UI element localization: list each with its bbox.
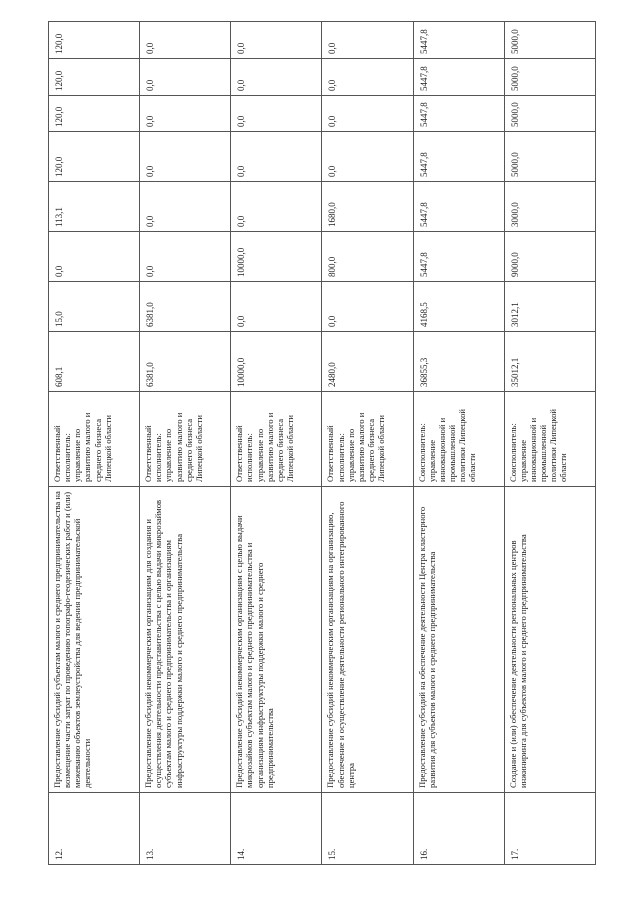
row-number: 16.: [413, 793, 504, 865]
row-value-cell: 0,0: [231, 22, 322, 59]
row-value-cell: 120,0: [49, 59, 140, 96]
row-value-cell: 0,0: [140, 182, 231, 232]
row-number: 17.: [504, 793, 595, 865]
row-value-cell: 113,1: [49, 182, 140, 232]
row-value-cell: 0,0: [140, 96, 231, 132]
row-value-cell: 6381,0: [140, 282, 231, 332]
table-row: [231, 22, 322, 865]
row-value-cell: 0,0: [231, 59, 322, 96]
row-value-cell: 0,0: [322, 59, 413, 96]
row-number: 13.: [140, 793, 231, 865]
table-wrapper: [48, 22, 596, 865]
row-number: 15.: [322, 793, 413, 865]
row-value-cell: 5447,8: [413, 182, 504, 232]
row-number: 12.: [49, 793, 140, 865]
row-value-cell: 5447,8: [413, 232, 504, 282]
row-number: 14.: [231, 793, 322, 865]
row-executor: Соисполнитель: управление инновационной и промышленной политики Липецкой области: [413, 392, 504, 487]
table-row: [504, 22, 595, 865]
row-total: 10000,0: [231, 332, 322, 392]
row-value-cell: 0,0: [140, 132, 231, 182]
row-value-cell: 0,0: [322, 96, 413, 132]
row-description: Предоставление субсидий некоммерческим организациям с целью выдачи микрозаймов субъектам малого и среднего предпринимательства и организациям инфраструктуры поддержки малого и среднего предпринимательства: [231, 487, 322, 793]
row-description: Предоставление субсидий некоммерческим организациям для создания и осуществления деятельности представительства с целью выдачи микрозаймов субъектам малого и среднего предпринимательства и организациям инфраструктуры поддержки малого и среднего предпринимательства: [140, 487, 231, 793]
row-value-cell: 3000,0: [504, 182, 595, 232]
row-total: 35012,1: [504, 332, 595, 392]
row-total: 2480,0: [322, 332, 413, 392]
row-value-cell: 9000,0: [504, 232, 595, 282]
row-value-cell: 15,0: [49, 282, 140, 332]
row-value-cell: 0,0: [140, 22, 231, 59]
row-description: Создание и (или) обеспечение деятельности региональных центров инжиниринга для субъектов малого и среднего предпринимательства: [504, 487, 595, 793]
row-value-cell: 5000,0: [504, 132, 595, 182]
row-value-cell: 0,0: [231, 96, 322, 132]
row-value-cell: 0,0: [231, 182, 322, 232]
rotated-page: [48, 22, 596, 865]
row-executor: Ответственный исполнитель: управление по развитию малого и среднего бизнеса Липецкой области: [49, 392, 140, 487]
row-value-cell: 4168,5: [413, 282, 504, 332]
row-executor: Соисполнитель: управление инновационной и промышленной политики Липецкой области: [504, 392, 595, 487]
table-row: [140, 22, 231, 865]
row-executor: Ответственный исполнитель: управление по развитию малого и среднего бизнеса Липецкой области: [322, 392, 413, 487]
row-value-cell: 5447,8: [413, 132, 504, 182]
row-value-cell: 0,0: [322, 132, 413, 182]
row-value-cell: 120,0: [49, 132, 140, 182]
row-executor: Ответственный исполнитель: управление по развитию малого и среднего бизнеса Липецкой области: [140, 392, 231, 487]
table-row: [322, 22, 413, 865]
row-value-cell: 5000,0: [504, 22, 595, 59]
row-description: Предоставление субсидий субъектам малого и среднего предпринимательства на возмещение части затрат по проведению топографо-геодезических работ и (или) межеванию объектов землеустройства для ведения предпринимательской деятельности: [49, 487, 140, 793]
table-row: [49, 22, 140, 865]
row-value-cell: 10000,0: [231, 232, 322, 282]
row-value-cell: 1680,0: [322, 182, 413, 232]
row-total: 36855,3: [413, 332, 504, 392]
row-value-cell: 0,0: [322, 282, 413, 332]
row-value-cell: 5447,8: [413, 59, 504, 96]
table-body: [49, 22, 596, 865]
row-value-cell: 3012,1: [504, 282, 595, 332]
row-description: Предоставление субсидий некоммерческим организациям на организацию, обеспечение и осуществление деятельности регионального интегрированного центра: [322, 487, 413, 793]
row-value-cell: 120,0: [49, 96, 140, 132]
row-value-cell: 5000,0: [504, 96, 595, 132]
row-value-cell: 0,0: [140, 59, 231, 96]
row-value-cell: 800,0: [322, 232, 413, 282]
row-value-cell: 5000,0: [504, 59, 595, 96]
row-value-cell: 0,0: [49, 232, 140, 282]
row-executor: Ответственный исполнитель: управление по развитию малого и среднего бизнеса Липецкой области: [231, 392, 322, 487]
row-total: 608,1: [49, 332, 140, 392]
row-value-cell: 0,0: [140, 232, 231, 282]
table-row: [413, 22, 504, 865]
program-table: [48, 21, 596, 865]
row-value-cell: 0,0: [231, 132, 322, 182]
row-total: 6381,0: [140, 332, 231, 392]
row-value-cell: 120,0: [49, 22, 140, 59]
row-description: Предоставление субсидий на обеспечение деятельности Центра кластерного развития для субъектов малого и среднего предпринимательства: [413, 487, 504, 793]
row-value-cell: 0,0: [231, 282, 322, 332]
row-value-cell: 5447,8: [413, 22, 504, 59]
row-value-cell: 0,0: [322, 22, 413, 59]
row-value-cell: 5447,8: [413, 96, 504, 132]
